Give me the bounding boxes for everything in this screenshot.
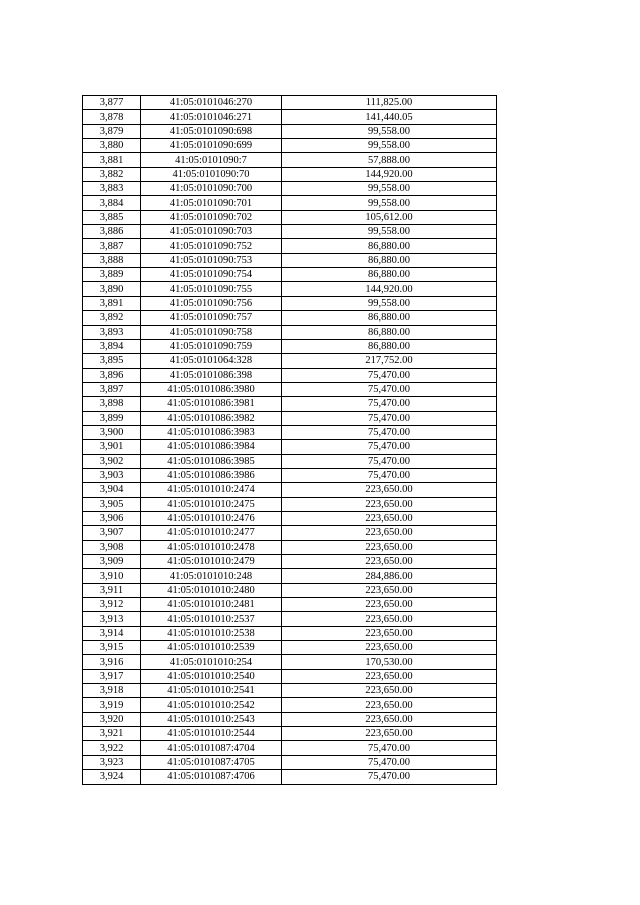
cadastral-number-cell: 41:05:0101010:2480 <box>141 583 282 597</box>
value-cell: 86,880.00 <box>282 253 497 267</box>
row-number-cell: 3,886 <box>83 225 141 239</box>
table-row <box>83 296 497 310</box>
value-cell: 99,558.00 <box>282 196 497 210</box>
row-number-cell: 3,882 <box>83 167 141 181</box>
table-row <box>83 196 497 210</box>
row-number-cell: 3,917 <box>83 669 141 683</box>
row-number-cell: 3,895 <box>83 354 141 368</box>
value-cell: 223,650.00 <box>282 641 497 655</box>
value-cell: 75,470.00 <box>282 368 497 382</box>
value-cell: 223,650.00 <box>282 626 497 640</box>
table-row <box>83 124 497 138</box>
table-row <box>83 755 497 769</box>
row-number-cell: 3,920 <box>83 712 141 726</box>
row-number-cell: 3,877 <box>83 96 141 110</box>
table-row <box>83 382 497 396</box>
value-cell: 99,558.00 <box>282 182 497 196</box>
cadastral-number-cell: 41:05:0101010:248 <box>141 569 282 583</box>
row-number-cell: 3,885 <box>83 210 141 224</box>
table-row <box>83 741 497 755</box>
cadastral-number-cell: 41:05:0101087:4705 <box>141 755 282 769</box>
table-row <box>83 712 497 726</box>
value-cell: 144,920.00 <box>282 167 497 181</box>
cadastral-number-cell: 41:05:0101086:3980 <box>141 382 282 396</box>
row-number-cell: 3,892 <box>83 311 141 325</box>
row-number-cell: 3,884 <box>83 196 141 210</box>
table-row <box>83 153 497 167</box>
value-cell: 144,920.00 <box>282 282 497 296</box>
value-cell: 141,440.05 <box>282 110 497 124</box>
table-row <box>83 454 497 468</box>
cadastral-number-cell: 41:05:0101010:2475 <box>141 497 282 511</box>
row-number-cell: 3,891 <box>83 296 141 310</box>
table-row <box>83 440 497 454</box>
table-row <box>83 339 497 353</box>
cadastral-number-cell: 41:05:0101010:2538 <box>141 626 282 640</box>
row-number-cell: 3,903 <box>83 468 141 482</box>
cadastral-number-cell: 41:05:0101090:752 <box>141 239 282 253</box>
table-row <box>83 239 497 253</box>
cadastral-number-cell: 41:05:0101090:754 <box>141 268 282 282</box>
cadastral-number-cell: 41:05:0101090:700 <box>141 182 282 196</box>
value-cell: 223,650.00 <box>282 526 497 540</box>
table-row <box>83 540 497 554</box>
row-number-cell: 3,906 <box>83 511 141 525</box>
row-number-cell: 3,883 <box>83 182 141 196</box>
row-number-cell: 3,879 <box>83 124 141 138</box>
cadastral-number-cell: 41:05:0101010:2543 <box>141 712 282 726</box>
cadastral-number-cell: 41:05:0101090:7 <box>141 153 282 167</box>
value-cell: 86,880.00 <box>282 239 497 253</box>
cadastral-number-cell: 41:05:0101010:2544 <box>141 727 282 741</box>
table-row <box>83 225 497 239</box>
table-row <box>83 626 497 640</box>
cadastral-number-cell: 41:05:0101010:254 <box>141 655 282 669</box>
table-row <box>83 612 497 626</box>
cadastral-number-cell: 41:05:0101010:2541 <box>141 684 282 698</box>
value-cell: 75,470.00 <box>282 741 497 755</box>
value-cell: 223,650.00 <box>282 669 497 683</box>
table-row <box>83 698 497 712</box>
table-row <box>83 569 497 583</box>
table-row <box>83 96 497 110</box>
table-row <box>83 468 497 482</box>
cadastral-number-cell: 41:05:0101046:270 <box>141 96 282 110</box>
value-cell: 217,752.00 <box>282 354 497 368</box>
value-cell: 223,650.00 <box>282 612 497 626</box>
table-row <box>83 110 497 124</box>
value-cell: 86,880.00 <box>282 325 497 339</box>
table-row <box>83 182 497 196</box>
row-number-cell: 3,909 <box>83 555 141 569</box>
value-cell: 75,470.00 <box>282 382 497 396</box>
table-row <box>83 139 497 153</box>
row-number-cell: 3,905 <box>83 497 141 511</box>
cadastral-number-cell: 41:05:0101010:2481 <box>141 598 282 612</box>
cadastral-number-cell: 41:05:0101090:753 <box>141 253 282 267</box>
cadastral-number-cell: 41:05:0101090:759 <box>141 339 282 353</box>
table-row <box>83 555 497 569</box>
value-cell: 75,470.00 <box>282 770 497 784</box>
table-body <box>83 96 497 785</box>
row-number-cell: 3,910 <box>83 569 141 583</box>
table-row <box>83 210 497 224</box>
table-row <box>83 727 497 741</box>
row-number-cell: 3,897 <box>83 382 141 396</box>
cadastral-number-cell: 41:05:0101010:2477 <box>141 526 282 540</box>
row-number-cell: 3,889 <box>83 268 141 282</box>
cadastral-number-cell: 41:05:0101010:2474 <box>141 483 282 497</box>
row-number-cell: 3,923 <box>83 755 141 769</box>
cadastral-value-table <box>82 95 497 785</box>
table-row <box>83 411 497 425</box>
value-cell: 99,558.00 <box>282 139 497 153</box>
value-cell: 57,888.00 <box>282 153 497 167</box>
table-row <box>83 770 497 784</box>
row-number-cell: 3,916 <box>83 655 141 669</box>
cadastral-number-cell: 41:05:0101010:2540 <box>141 669 282 683</box>
cadastral-number-cell: 41:05:0101046:271 <box>141 110 282 124</box>
row-number-cell: 3,918 <box>83 684 141 698</box>
table-row <box>83 167 497 181</box>
value-cell: 223,650.00 <box>282 540 497 554</box>
cadastral-number-cell: 41:05:0101086:3986 <box>141 468 282 482</box>
row-number-cell: 3,880 <box>83 139 141 153</box>
cadastral-number-cell: 41:05:0101090:701 <box>141 196 282 210</box>
value-cell: 99,558.00 <box>282 124 497 138</box>
value-cell: 86,880.00 <box>282 339 497 353</box>
value-cell: 105,612.00 <box>282 210 497 224</box>
table-row <box>83 354 497 368</box>
cadastral-number-cell: 41:05:0101090:755 <box>141 282 282 296</box>
cadastral-number-cell: 41:05:0101090:703 <box>141 225 282 239</box>
row-number-cell: 3,890 <box>83 282 141 296</box>
value-cell: 99,558.00 <box>282 296 497 310</box>
value-cell: 75,470.00 <box>282 397 497 411</box>
value-cell: 223,650.00 <box>282 483 497 497</box>
value-cell: 223,650.00 <box>282 497 497 511</box>
table-row <box>83 669 497 683</box>
table-row <box>83 253 497 267</box>
cadastral-number-cell: 41:05:0101090:757 <box>141 311 282 325</box>
cadastral-number-cell: 41:05:0101010:2537 <box>141 612 282 626</box>
value-cell: 75,470.00 <box>282 468 497 482</box>
value-cell: 170,530.00 <box>282 655 497 669</box>
table-row <box>83 282 497 296</box>
table-row <box>83 483 497 497</box>
table-row <box>83 497 497 511</box>
table-row <box>83 641 497 655</box>
value-cell: 223,650.00 <box>282 684 497 698</box>
row-number-cell: 3,888 <box>83 253 141 267</box>
row-number-cell: 3,912 <box>83 598 141 612</box>
table-row <box>83 397 497 411</box>
row-number-cell: 3,899 <box>83 411 141 425</box>
row-number-cell: 3,913 <box>83 612 141 626</box>
cadastral-number-cell: 41:05:0101086:3985 <box>141 454 282 468</box>
cadastral-number-cell: 41:05:0101010:2478 <box>141 540 282 554</box>
cadastral-number-cell: 41:05:0101064:328 <box>141 354 282 368</box>
table-row <box>83 526 497 540</box>
value-cell: 75,470.00 <box>282 755 497 769</box>
value-cell: 86,880.00 <box>282 268 497 282</box>
row-number-cell: 3,904 <box>83 483 141 497</box>
cadastral-number-cell: 41:05:0101090:698 <box>141 124 282 138</box>
cadastral-number-cell: 41:05:0101090:70 <box>141 167 282 181</box>
row-number-cell: 3,878 <box>83 110 141 124</box>
value-cell: 75,470.00 <box>282 454 497 468</box>
value-cell: 86,880.00 <box>282 311 497 325</box>
cadastral-number-cell: 41:05:0101086:3984 <box>141 440 282 454</box>
table-row <box>83 325 497 339</box>
value-cell: 223,650.00 <box>282 511 497 525</box>
value-cell: 223,650.00 <box>282 727 497 741</box>
table-row <box>83 368 497 382</box>
table-row <box>83 684 497 698</box>
cadastral-number-cell: 41:05:0101010:2539 <box>141 641 282 655</box>
value-cell: 111,825.00 <box>282 96 497 110</box>
table-row <box>83 598 497 612</box>
value-cell: 284,886.00 <box>282 569 497 583</box>
cadastral-number-cell: 41:05:0101010:2476 <box>141 511 282 525</box>
row-number-cell: 3,896 <box>83 368 141 382</box>
row-number-cell: 3,919 <box>83 698 141 712</box>
cadastral-number-cell: 41:05:0101090:756 <box>141 296 282 310</box>
value-cell: 223,650.00 <box>282 555 497 569</box>
row-number-cell: 3,887 <box>83 239 141 253</box>
row-number-cell: 3,924 <box>83 770 141 784</box>
row-number-cell: 3,881 <box>83 153 141 167</box>
cadastral-number-cell: 41:05:0101090:699 <box>141 139 282 153</box>
value-cell: 75,470.00 <box>282 440 497 454</box>
row-number-cell: 3,898 <box>83 397 141 411</box>
value-cell: 223,650.00 <box>282 712 497 726</box>
table-row <box>83 583 497 597</box>
cadastral-number-cell: 41:05:0101086:3982 <box>141 411 282 425</box>
row-number-cell: 3,901 <box>83 440 141 454</box>
row-number-cell: 3,922 <box>83 741 141 755</box>
cadastral-number-cell: 41:05:0101086:3983 <box>141 425 282 439</box>
row-number-cell: 3,907 <box>83 526 141 540</box>
value-cell: 223,650.00 <box>282 598 497 612</box>
cadastral-number-cell: 41:05:0101010:2479 <box>141 555 282 569</box>
value-cell: 75,470.00 <box>282 411 497 425</box>
table-row <box>83 311 497 325</box>
table-row <box>83 268 497 282</box>
table-row <box>83 425 497 439</box>
value-cell: 223,650.00 <box>282 583 497 597</box>
table-row <box>83 511 497 525</box>
row-number-cell: 3,894 <box>83 339 141 353</box>
cadastral-number-cell: 41:05:0101010:2542 <box>141 698 282 712</box>
cadastral-number-cell: 41:05:0101090:702 <box>141 210 282 224</box>
row-number-cell: 3,914 <box>83 626 141 640</box>
row-number-cell: 3,902 <box>83 454 141 468</box>
row-number-cell: 3,893 <box>83 325 141 339</box>
value-cell: 99,558.00 <box>282 225 497 239</box>
cadastral-number-cell: 41:05:0101087:4706 <box>141 770 282 784</box>
value-cell: 223,650.00 <box>282 698 497 712</box>
table-row <box>83 655 497 669</box>
cadastral-number-cell: 41:05:0101086:398 <box>141 368 282 382</box>
value-cell: 75,470.00 <box>282 425 497 439</box>
row-number-cell: 3,915 <box>83 641 141 655</box>
cadastral-number-cell: 41:05:0101086:3981 <box>141 397 282 411</box>
row-number-cell: 3,911 <box>83 583 141 597</box>
row-number-cell: 3,921 <box>83 727 141 741</box>
row-number-cell: 3,900 <box>83 425 141 439</box>
cadastral-number-cell: 41:05:0101087:4704 <box>141 741 282 755</box>
cadastral-number-cell: 41:05:0101090:758 <box>141 325 282 339</box>
row-number-cell: 3,908 <box>83 540 141 554</box>
